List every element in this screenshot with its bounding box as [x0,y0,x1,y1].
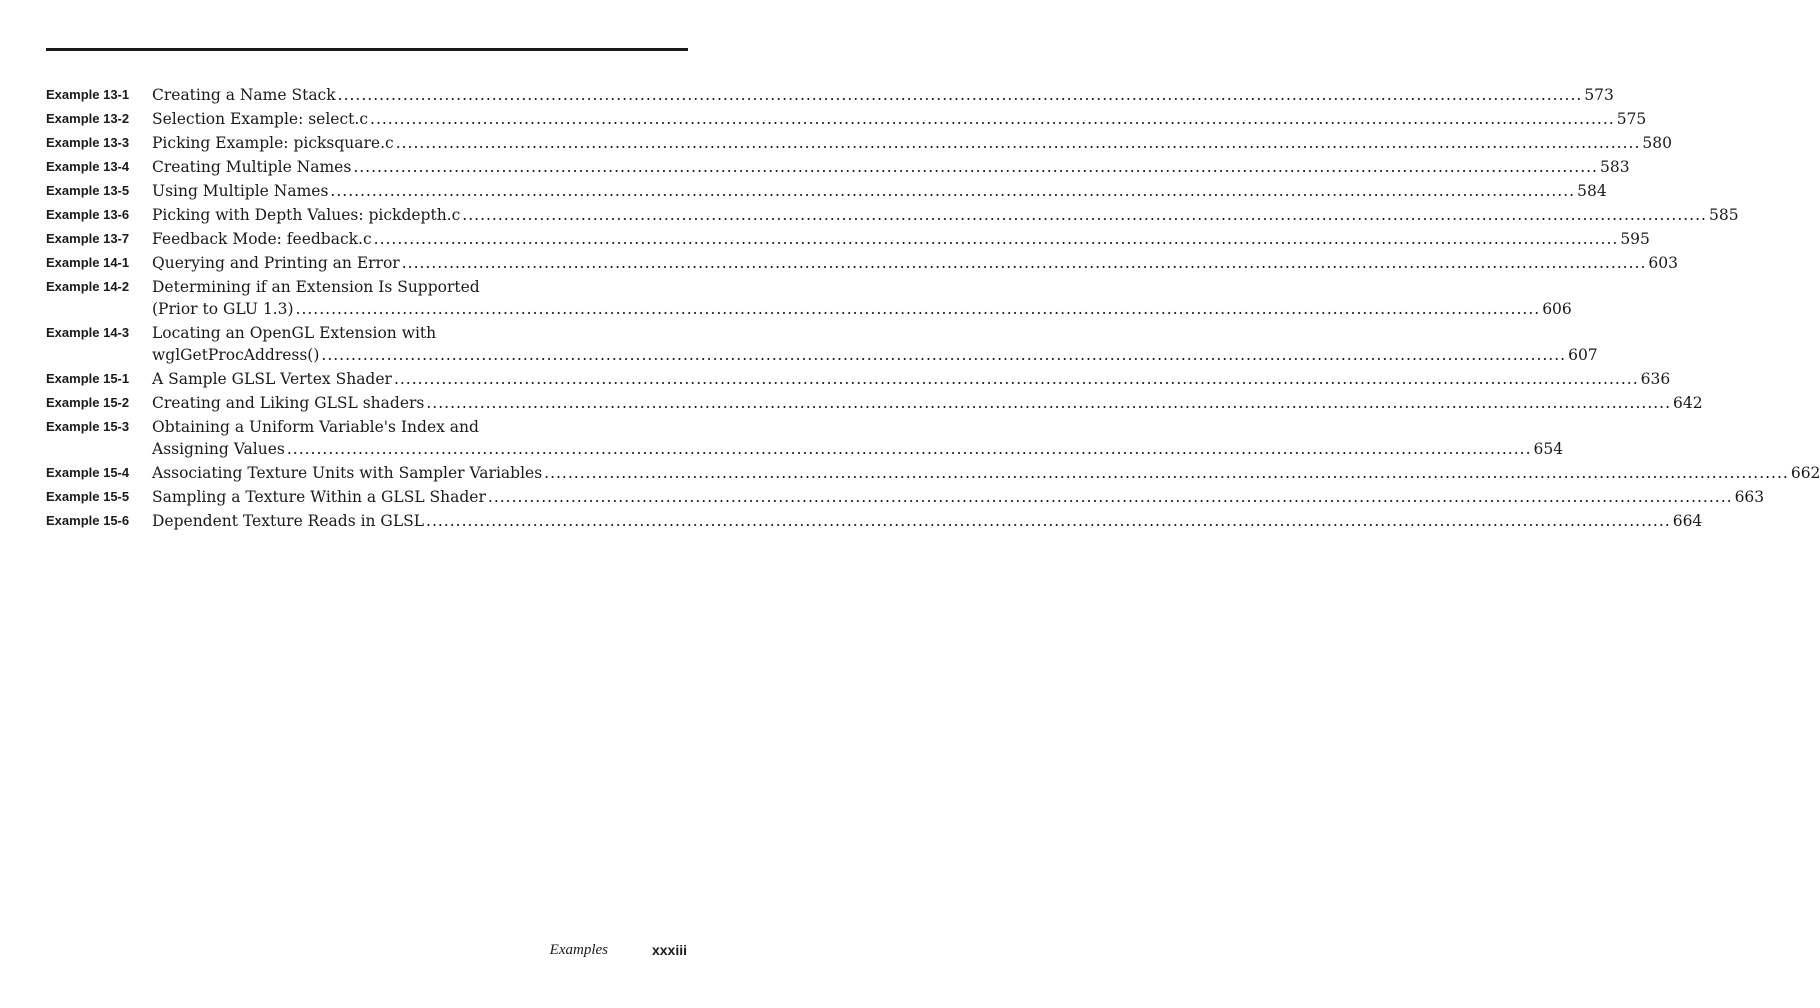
list-item [46,392,1703,414]
list-item [46,368,1671,390]
dot-leader [488,486,1733,508]
title-last-line [152,344,1598,366]
page-number: 663 [1734,488,1765,506]
dot-leader [396,132,1641,154]
dot-leader [370,108,1615,130]
title-text: Using Multiple Names [152,182,329,200]
example-title [152,132,1672,154]
title-text: Dependent Texture Reads in GLSL [152,512,425,530]
dot-leader [353,156,1598,178]
title-text: Associating Texture Units with Sampler Variables [152,464,543,482]
dot-leader [287,438,1532,460]
example-label: Example 15-2 [46,395,130,410]
title-text: Creating Multiple Names [152,158,352,176]
example-title [152,252,1678,274]
title-last-line [152,486,1764,508]
page-number: 583 [1599,158,1630,176]
example-title [152,228,1650,250]
title-last-line [152,298,1572,320]
example-label: Example 13-6 [46,207,130,222]
title-text: Creating and Liking GLSL shaders [152,394,425,412]
page-number: 585 [1708,206,1739,224]
dot-leader [321,344,1566,366]
dot-leader [374,228,1619,250]
header-rule [46,48,688,51]
example-title [152,108,1646,130]
example-title [152,416,1563,460]
title-first-line: Locating an OpenGL Extension with [152,324,437,342]
example-label: Example 13-5 [46,183,130,198]
dot-leader [426,510,1671,532]
dot-leader [330,180,1575,202]
example-label: Example 15-5 [46,489,130,504]
list-item [46,322,1598,366]
page-number: 580 [1642,134,1672,152]
dot-leader [462,204,1707,226]
dot-leader [394,368,1639,390]
page-number: 642 [1673,394,1703,412]
example-label: Example 15-3 [46,419,130,434]
example-title [152,276,1572,320]
example-title [152,180,1607,202]
page-number: 636 [1640,370,1671,388]
title-text: Querying and Printing an Error [152,254,400,272]
page-number: 664 [1672,512,1703,530]
example-title [152,368,1670,390]
list-item [46,510,1703,532]
title-text: Creating a Name Stack [152,86,336,104]
title-last-line [152,204,1739,226]
example-title [152,322,1598,366]
list-item [46,416,1564,460]
list-item [46,156,1630,178]
title-text: (Prior to GLU 1.3) [152,300,294,318]
title-last-line [152,368,1670,390]
title-last-line [152,108,1646,130]
example-title [152,486,1764,508]
list-item [46,108,1647,130]
dot-leader [338,84,1583,106]
title-text: Picking Example: picksquare.c [152,134,394,152]
page-footer [0,942,734,964]
page-number: 575 [1616,110,1647,128]
title-last-line [152,462,1820,484]
page-number: 607 [1568,346,1598,364]
example-label: Example 14-3 [46,325,130,340]
dot-leader [426,392,1671,414]
title-first-line: Obtaining a Uniform Variable's Index and [152,418,479,436]
title-last-line [152,510,1702,532]
list-item [46,276,1572,320]
title-last-line [152,180,1607,202]
example-label: Example 14-1 [46,255,130,270]
example-label: Example 13-2 [46,111,130,126]
list-item [46,486,1765,508]
page-number: 573 [1584,86,1614,104]
title-last-line [152,156,1630,178]
page-number: 603 [1648,254,1678,272]
title-first-line: Determining if an Extension Is Supported [152,278,480,296]
title-last-line [152,392,1703,414]
title-last-line [152,132,1672,154]
example-label: Example 15-1 [46,371,130,386]
example-title [152,156,1630,178]
example-label: Example 15-6 [46,513,130,528]
examples-list [46,84,1820,534]
title-last-line [152,252,1678,274]
dot-leader [402,252,1647,274]
example-label: Example 13-3 [46,135,130,150]
title-text: Selection Example: select.c [152,110,369,128]
example-label: Example 14-2 [46,279,130,294]
list-item [46,462,1820,484]
footer-section-title: Examples [549,942,608,958]
example-label: Example 13-7 [46,231,130,246]
title-last-line [152,84,1614,106]
example-label: Example 13-1 [46,87,130,102]
example-title [152,392,1703,414]
list-item [46,204,1739,226]
title-text: A Sample GLSL Vertex Shader [152,370,392,388]
example-title [152,510,1702,532]
example-title [152,462,1820,484]
title-last-line [152,438,1563,460]
page-number: 584 [1577,182,1607,200]
page-number: 654 [1533,440,1564,458]
example-title [152,84,1614,106]
title-text: Picking with Depth Values: pickdepth.c [152,206,461,224]
dot-leader [296,298,1541,320]
title-text: Assigning Values [152,440,285,458]
list-item [46,180,1607,202]
list-item [46,228,1650,250]
dot-leader [544,462,1789,484]
title-last-line [152,228,1650,250]
example-label: Example 15-4 [46,465,130,480]
title-text: Feedback Mode: feedback.c [152,230,372,248]
list-item [46,132,1672,154]
footer-page-number: xxxiii [651,942,687,958]
example-label: Example 13-4 [46,159,130,174]
page-number: 606 [1542,300,1572,318]
page-number: 662 [1790,464,1820,482]
title-text: wglGetProcAddress() [152,346,320,364]
list-item [46,252,1678,274]
example-title [152,204,1739,226]
list-item [46,84,1614,106]
title-text: Sampling a Texture Within a GLSL Shader [152,488,486,506]
page-number: 595 [1620,230,1650,248]
